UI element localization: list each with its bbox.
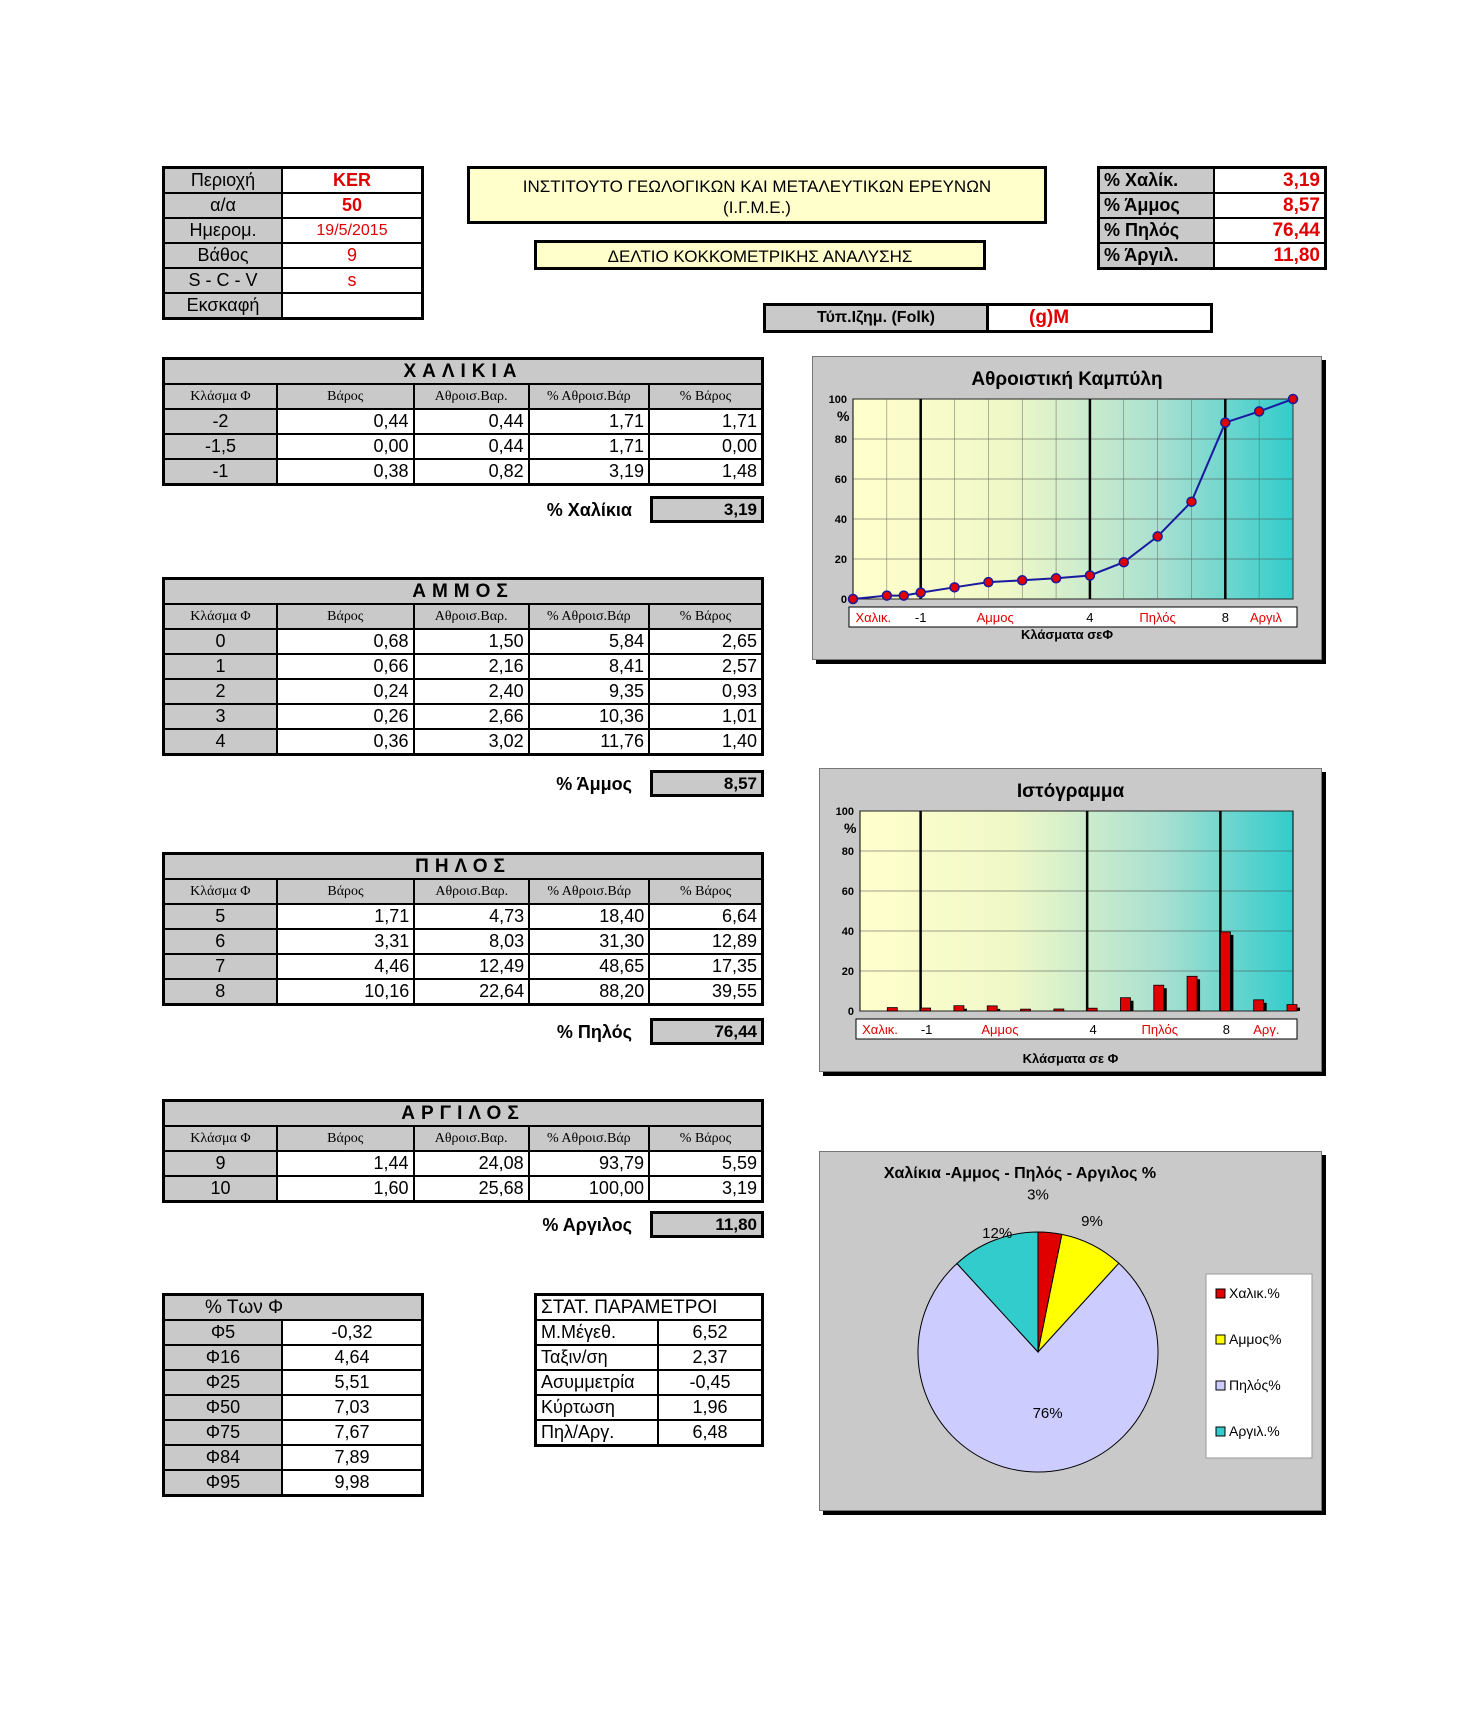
gravel-table xyxy=(162,357,764,486)
value-cell: 10,16 xyxy=(277,979,415,1005)
phi-label: Φ25 xyxy=(164,1370,283,1395)
summary-value: 3,19 xyxy=(1214,168,1326,194)
phi-value: 5,51 xyxy=(282,1370,423,1395)
y-tick-label: 0 xyxy=(840,594,847,606)
phi-row xyxy=(164,1420,423,1445)
header-field-row xyxy=(164,218,423,243)
value-cell: 0,93 xyxy=(649,679,763,704)
value-cell: 2,40 xyxy=(414,679,529,704)
histogram-bar xyxy=(1154,985,1164,1011)
legend-swatch xyxy=(1216,1427,1225,1436)
value-cell: 8,03 xyxy=(414,929,529,954)
header-field-row xyxy=(164,243,423,268)
table-row xyxy=(164,979,763,1005)
summary-row xyxy=(1099,243,1326,269)
data-point xyxy=(1119,558,1128,567)
table-row xyxy=(164,679,763,704)
pie-label: 3% xyxy=(1027,1186,1049,1204)
class-label: Αργιλ xyxy=(1249,610,1282,625)
phi-row xyxy=(164,1370,423,1395)
plot-area xyxy=(853,399,1293,599)
folk-type-row xyxy=(763,303,1213,333)
y-tick-label: 60 xyxy=(841,886,854,898)
value-cell: 8,41 xyxy=(529,654,649,679)
legend-entry: Αργιλ.% xyxy=(1229,1423,1280,1439)
header-field-value xyxy=(282,293,423,319)
table-row xyxy=(164,459,763,485)
column-header: % Αθροισ.Βάρ xyxy=(529,604,649,629)
phi-value: 7,89 xyxy=(282,1445,423,1470)
header-field-row xyxy=(164,168,423,194)
phi-class-cell: 4 xyxy=(164,729,277,755)
phi-label: Φ84 xyxy=(164,1445,283,1470)
column-header: Βάρος xyxy=(277,604,414,629)
class-label: 8 xyxy=(1221,610,1229,625)
phi-value: 7,03 xyxy=(282,1395,423,1420)
histogram-bar xyxy=(921,1008,931,1011)
phi-row xyxy=(164,1470,423,1496)
value-cell: 24,08 xyxy=(414,1151,529,1176)
phi-class-cell: 6 xyxy=(164,929,277,954)
stat-label: Κύρτωση xyxy=(536,1395,659,1420)
value-cell: 3,19 xyxy=(529,459,649,485)
phi-row xyxy=(164,1395,423,1420)
institute-title-box xyxy=(467,166,1047,224)
value-cell: 1,01 xyxy=(649,704,763,729)
phi-class-cell: 7 xyxy=(164,954,277,979)
column-header: % Βάρος xyxy=(649,384,763,409)
phi-value: 7,67 xyxy=(282,1420,423,1445)
phi-table-title: % Των Φ xyxy=(164,1295,423,1321)
y-tick-label: 40 xyxy=(841,926,854,938)
phi-value: 9,98 xyxy=(282,1470,423,1496)
y-tick-label: 0 xyxy=(847,1006,854,1018)
column-header: % Αθροισ.Βάρ xyxy=(529,1126,649,1151)
value-cell: 2,57 xyxy=(649,654,763,679)
composition-pie-chart xyxy=(819,1151,1322,1511)
value-cell: 39,55 xyxy=(649,979,762,1005)
class-label: 4 xyxy=(1086,610,1094,625)
value-cell: 1,71 xyxy=(529,434,649,459)
header-field-label: S - C - V xyxy=(164,268,283,293)
phi-row xyxy=(164,1320,423,1345)
column-header: Αθροισ.Βαρ. xyxy=(414,1126,529,1151)
silt-total-label: % Πηλός xyxy=(556,1022,632,1042)
legend-entry: Χαλικ.% xyxy=(1229,1285,1280,1301)
pie-label: 9% xyxy=(1081,1213,1103,1230)
histogram-bar xyxy=(1187,976,1197,1011)
value-cell: 0,00 xyxy=(649,434,763,459)
value-cell: 22,64 xyxy=(414,979,529,1005)
class-label: -1 xyxy=(920,1022,933,1037)
phi-row xyxy=(164,1345,423,1370)
histogram-bar xyxy=(1054,1009,1064,1011)
stat-row xyxy=(536,1420,763,1446)
value-cell: 2,16 xyxy=(414,654,529,679)
value-cell: 48,65 xyxy=(529,954,649,979)
folk-value: (g)M xyxy=(1029,307,1070,328)
value-cell: 17,35 xyxy=(649,954,762,979)
value-cell: 0,68 xyxy=(277,629,414,654)
data-point xyxy=(1289,395,1298,404)
column-header: Κλάσμα Φ xyxy=(164,879,277,904)
table-row xyxy=(164,654,763,679)
phi-class-cell: 8 xyxy=(164,979,277,1005)
value-cell: 0,66 xyxy=(277,654,414,679)
column-header: % Βάρος xyxy=(649,879,762,904)
column-header: % Αθροισ.Βάρ xyxy=(529,879,649,904)
legend-entry: Πηλός% xyxy=(1229,1377,1281,1393)
value-cell: 1,48 xyxy=(649,459,763,485)
data-point xyxy=(1187,497,1196,506)
x-axis-label: Κλάσματα σεΦ xyxy=(1020,627,1114,642)
value-cell: 18,40 xyxy=(529,904,649,929)
phi-label: Φ75 xyxy=(164,1420,283,1445)
header-field-label: Εκσκαφή xyxy=(164,293,283,319)
column-header: % Βάρος xyxy=(649,604,763,629)
header-field-label: α/α xyxy=(164,193,283,218)
table-row xyxy=(164,629,763,654)
y-axis-label: % xyxy=(837,408,850,424)
sand-table xyxy=(162,577,764,756)
y-axis-label: % xyxy=(844,820,857,836)
y-tick-label: 20 xyxy=(834,554,847,566)
stat-value: 2,37 xyxy=(658,1345,763,1370)
stat-value: 1,96 xyxy=(658,1395,763,1420)
data-point xyxy=(916,588,925,597)
header-field-value: 19/5/2015 xyxy=(282,218,423,243)
header-field-value: 9 xyxy=(282,243,423,268)
table-row xyxy=(164,409,763,434)
table-row xyxy=(164,954,763,979)
silt-table xyxy=(162,852,764,1006)
y-tick-label: 100 xyxy=(828,394,847,406)
phi-class-cell: 10 xyxy=(164,1176,277,1202)
class-label: Χαλικ. xyxy=(862,1022,898,1037)
phi-class-cell: 9 xyxy=(164,1151,277,1176)
table-row xyxy=(164,929,763,954)
stat-table-title: ΣΤΑΤ. ΠΑΡΑΜΕΤΡΟΙ xyxy=(536,1295,763,1321)
data-point xyxy=(1052,574,1061,583)
histogram-bar xyxy=(954,1006,964,1011)
column-header: Αθροισ.Βαρ. xyxy=(414,604,529,629)
value-cell: 2,66 xyxy=(414,704,529,729)
y-tick-label: 100 xyxy=(835,806,854,818)
value-cell: 1,44 xyxy=(277,1151,414,1176)
header-field-value: KER xyxy=(282,168,423,194)
phi-class-cell: 2 xyxy=(164,679,277,704)
value-cell: 0,82 xyxy=(414,459,529,485)
header-field-value: s xyxy=(282,268,423,293)
statistical-parameters-table xyxy=(534,1293,764,1447)
class-label: Χαλικ. xyxy=(855,610,892,625)
clay-total-label: % Αργιλος xyxy=(542,1215,632,1235)
header-field-label: Βάθος xyxy=(164,243,283,268)
value-cell: 9,35 xyxy=(529,679,649,704)
y-tick-label: 20 xyxy=(841,966,854,978)
phi-class-cell: -2 xyxy=(164,409,277,434)
column-header: Κλάσμα Φ xyxy=(164,1126,277,1151)
sand-total-value: 8,57 xyxy=(650,770,764,797)
header-field-value: 50 xyxy=(282,193,423,218)
class-label: Αμμος xyxy=(981,1022,1019,1037)
data-point xyxy=(1018,576,1027,585)
stat-value: 6,48 xyxy=(658,1420,763,1446)
y-tick-label: 80 xyxy=(834,434,847,446)
histogram-bar xyxy=(1087,1008,1097,1011)
value-cell: 0,44 xyxy=(414,409,529,434)
folk-label: Τύπ.Ιζημ. (Folk) xyxy=(766,306,989,330)
data-point xyxy=(1255,407,1264,416)
phi-percentiles-table xyxy=(162,1293,424,1497)
phi-class-cell: 3 xyxy=(164,704,277,729)
stat-label: Μ.Μέγεθ. xyxy=(536,1320,659,1345)
phi-class-cell: -1,5 xyxy=(164,434,277,459)
phi-class-cell: 0 xyxy=(164,629,277,654)
gravel-total-value: 3,19 xyxy=(650,496,764,523)
summary-value: 11,80 xyxy=(1214,243,1326,269)
table-row xyxy=(164,729,763,755)
value-cell: 100,00 xyxy=(529,1176,649,1202)
column-header: Βάρος xyxy=(277,879,415,904)
value-cell: 3,02 xyxy=(414,729,529,755)
summary-value: 8,57 xyxy=(1214,193,1326,218)
value-cell: 10,36 xyxy=(529,704,649,729)
table-row xyxy=(164,1151,763,1176)
phi-class-cell: 1 xyxy=(164,654,277,679)
value-cell: 5,84 xyxy=(529,629,649,654)
silt-title: ΠΗΛΟΣ xyxy=(164,854,763,880)
data-point xyxy=(1085,571,1094,580)
phi-label: Φ95 xyxy=(164,1470,283,1496)
class-label: Πηλός xyxy=(1141,1022,1178,1037)
phi-class-cell: -1 xyxy=(164,459,277,485)
histogram-bar xyxy=(887,1008,897,1011)
value-cell: 5,59 xyxy=(649,1151,763,1176)
summary-label: % Άργιλ. xyxy=(1099,243,1215,269)
column-header: Κλάσμα Φ xyxy=(164,384,277,409)
value-cell: 3,31 xyxy=(277,929,415,954)
histogram-chart xyxy=(819,768,1322,1072)
class-label: Αργ. xyxy=(1253,1022,1280,1037)
value-cell: 1,71 xyxy=(277,904,415,929)
header-field-row xyxy=(164,268,423,293)
value-cell: 12,49 xyxy=(414,954,529,979)
class-label: -1 xyxy=(914,610,927,625)
column-header: % Βάρος xyxy=(649,1126,763,1151)
value-cell: 0,36 xyxy=(277,729,414,755)
data-point xyxy=(1153,532,1162,541)
clay-total-value: 11,80 xyxy=(650,1211,764,1238)
stat-label: Ασυμμετρία xyxy=(536,1370,659,1395)
value-cell: 4,73 xyxy=(414,904,529,929)
value-cell: 11,76 xyxy=(529,729,649,755)
phi-label: Φ16 xyxy=(164,1345,283,1370)
pie-label: 12% xyxy=(982,1225,1013,1242)
y-tick-label: 80 xyxy=(841,846,854,858)
data-point xyxy=(984,578,993,587)
gravel-total-label: % Χαλίκια xyxy=(546,500,632,520)
header-field-label: Ημερομ. xyxy=(164,218,283,243)
value-cell: 1,50 xyxy=(414,629,529,654)
clay-title: ΑΡΓΙΛΟΣ xyxy=(164,1101,763,1127)
value-cell: 0,44 xyxy=(414,434,529,459)
table-row xyxy=(164,904,763,929)
phi-row xyxy=(164,1445,423,1470)
stat-row xyxy=(536,1345,763,1370)
column-header-row xyxy=(164,879,763,904)
y-tick-label: 40 xyxy=(834,514,847,526)
stat-value: -0,45 xyxy=(658,1370,763,1395)
header-field-label: Περιοχή xyxy=(164,168,283,194)
column-header: Βάρος xyxy=(277,1126,414,1151)
table-row xyxy=(164,704,763,729)
column-header-row xyxy=(164,604,763,629)
legend-swatch xyxy=(1216,1289,1225,1298)
phi-label: Φ5 xyxy=(164,1320,283,1345)
silt-total-value: 76,44 xyxy=(650,1018,764,1045)
column-header: Βάρος xyxy=(277,384,414,409)
value-cell: 6,64 xyxy=(649,904,762,929)
value-cell: 88,20 xyxy=(529,979,649,1005)
legend-swatch xyxy=(1216,1335,1225,1344)
summary-value: 76,44 xyxy=(1214,218,1326,243)
table-row xyxy=(164,434,763,459)
value-cell: 93,79 xyxy=(529,1151,649,1176)
column-header-row xyxy=(164,1126,763,1151)
summary-label: % Πηλός xyxy=(1099,218,1215,243)
class-label: 4 xyxy=(1089,1022,1097,1037)
header-fields-table xyxy=(162,166,424,320)
histogram-bar xyxy=(1021,1009,1031,1011)
chart-title: Αθροιστική Καμπύλη xyxy=(971,369,1163,390)
phi-label: Φ50 xyxy=(164,1395,283,1420)
cumulative-curve-chart xyxy=(812,356,1322,660)
histogram-bar xyxy=(987,1006,997,1011)
class-label: Αμμος xyxy=(976,610,1014,625)
value-cell: 1,71 xyxy=(649,409,763,434)
report-title: ΔΕΛΤΙΟ ΚΟΚΚΟΜΕΤΡΙΚΗΣ ΑΝΑΛΥΣΗΣ xyxy=(534,240,986,270)
summary-label: % Χαλίκ. xyxy=(1099,168,1215,194)
column-header: Αθροισ.Βαρ. xyxy=(414,879,529,904)
phi-class-cell: 5 xyxy=(164,904,277,929)
column-header: % Αθροισ.Βάρ xyxy=(529,384,649,409)
histogram-bar xyxy=(1254,1000,1264,1011)
pie-label: 76% xyxy=(1032,1405,1063,1422)
summary-row xyxy=(1099,218,1326,243)
clay-table xyxy=(162,1099,764,1203)
value-cell: 0,00 xyxy=(277,434,414,459)
value-cell: 25,68 xyxy=(414,1176,529,1202)
data-point xyxy=(1221,418,1230,427)
sand-title: ΑΜΜΟΣ xyxy=(164,579,763,605)
value-cell: 0,44 xyxy=(277,409,414,434)
stat-value: 6,52 xyxy=(658,1320,763,1345)
phi-value: 4,64 xyxy=(282,1345,423,1370)
value-cell: 3,19 xyxy=(649,1176,763,1202)
data-point xyxy=(882,591,891,600)
stat-row xyxy=(536,1320,763,1345)
chart-title: Ιστόγραμμα xyxy=(1016,781,1125,802)
value-cell: 1,60 xyxy=(277,1176,414,1202)
summary-row xyxy=(1099,168,1326,194)
class-label: 8 xyxy=(1222,1022,1231,1037)
value-cell: 1,71 xyxy=(529,409,649,434)
column-header-row xyxy=(164,384,763,409)
value-cell: 1,40 xyxy=(649,729,763,755)
value-cell: 12,89 xyxy=(649,929,762,954)
column-header: Αθροισ.Βαρ. xyxy=(414,384,529,409)
institute-abbrev: (Ι.Γ.Μ.Ε.) xyxy=(723,198,791,217)
summary-label: % Άμμος xyxy=(1099,193,1215,218)
header-field-row xyxy=(164,293,423,319)
sand-total-label: % Άμμος xyxy=(556,774,632,794)
x-axis-label: Κλάσματα σε Φ xyxy=(1022,1051,1119,1066)
class-label: Πηλός xyxy=(1139,610,1176,625)
stat-label: Πηλ/Αργ. xyxy=(536,1420,659,1446)
table-row xyxy=(164,1176,763,1202)
summary-row xyxy=(1099,193,1326,218)
data-point xyxy=(950,583,959,592)
value-cell: 4,46 xyxy=(277,954,415,979)
legend-entry: Αμμος% xyxy=(1229,1331,1282,1347)
histogram-bar xyxy=(1220,932,1230,1011)
data-point xyxy=(849,595,858,604)
header-field-row xyxy=(164,193,423,218)
histogram-bar xyxy=(1120,998,1130,1011)
institute-name: ΙΝΣΤΙΤΟΥΤΟ ΓΕΩΛΟΓΙΚΩΝ ΚΑΙ ΜΕΤΑΛΕΥΤΙΚΩΝ ΕΡΕΥΝΩΝ xyxy=(522,177,992,196)
stat-row xyxy=(536,1370,763,1395)
data-point xyxy=(899,591,908,600)
stat-row xyxy=(536,1395,763,1420)
chart-title: Χαλίκια -Αμμος - Πηλός - Αργιλος % xyxy=(883,1165,1157,1182)
value-cell: 0,38 xyxy=(277,459,414,485)
histogram-bar xyxy=(1287,1005,1297,1011)
value-cell: 0,24 xyxy=(277,679,414,704)
value-cell: 0,26 xyxy=(277,704,414,729)
legend-swatch xyxy=(1216,1381,1225,1390)
y-tick-label: 60 xyxy=(834,474,847,486)
gravel-title: ΧΑΛΙΚΙΑ xyxy=(164,359,763,385)
stat-label: Ταξιν/ση xyxy=(536,1345,659,1370)
value-cell: 31,30 xyxy=(529,929,649,954)
summary-table xyxy=(1097,166,1327,270)
column-header: Κλάσμα Φ xyxy=(164,604,277,629)
phi-value: -0,32 xyxy=(282,1320,423,1345)
value-cell: 2,65 xyxy=(649,629,763,654)
